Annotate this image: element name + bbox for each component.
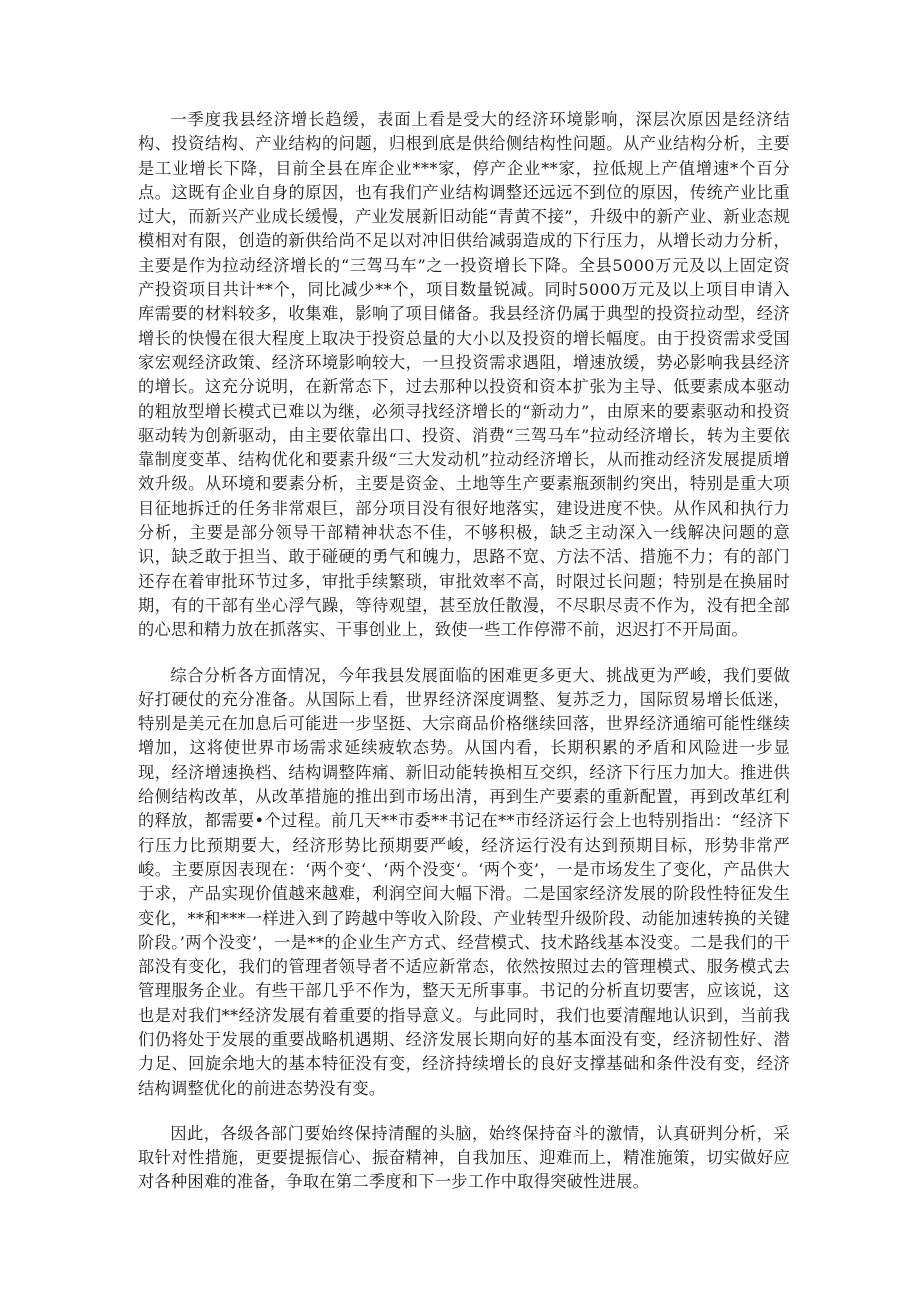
document-body <box>138 108 790 1195</box>
paragraph-1: 一季度我县经济增长趋缓，表面上看是受大的经济环境影响，深层次原因是经济结构、投资结构、产业结构的问题，归根到底是供给侧结构性问题。从产业结构分析，主要是工业增长下降，目前全县在库企业***家，停产企业**家，拉低规上产值增速*个百分点。这既有企业自身的原因，也有我们产业结构调整还远远不到位的原因，传统产业比重过大，而新兴产业成长缓慢，产业发展新旧动能“青黄不接”，升级中的新产业、新业态规模相对有限，创造的新供给尚不足以对冲旧供给减弱造成的下行压力，从增长动力分析，主要是作为拉动经济增长的“三驾马车”之一投资增长下降。全县5000万元及以上固定资产投资项目共计**个，同比减少**个，项目数量锐减。同时5000万元及以上项目申请入库需要的材料较多，收集难，影响了项目储备。我县经济仍属于典型的投资拉动型，经济增长的快慢在很大程度上取决于投资总量的大小以及投资的增长幅度。由于投资需求受国家宏观经济政策、经济环境影响较大，一旦投资需求遇阻，增速放缓，势必影响我县经济的增长。这充分说明，在新常态下，过去那种以投资和资本扩张为主导、低要素成本驱动的粗放型增长模式已难以为继，必须寻找经济增长的“新动力”，由原来的要素驱动和投资驱动转为创新驱动，由主要依靠出口、投资、消费“三驾马车”拉动经济增长，转为主要依靠制度变革、结构优化和要素升级“三大发动机”拉动经济增长，从而推动经济发展提质增效升级。从环境和要素分析，主要是资金、土地等生产要素瓶颈制约突出，特别是重大项目征地拆迁的任务非常艰巨，部分项目没有很好地落实，建设进度不快。从作风和执行力分析，主要是部分领导干部精神状态不佳，不够积极，缺乏主动深入一线解决问题的意识，缺乏敢于担当、敢于碰硬的勇气和魄力，思路不宽、方法不活、措施不力；有的部门还存在着审批环节过多，审批手续繁琐，审批效率不高，时限过长问题；特别是在换届时期，有的干部有坐心浮气躁，等待观望，甚至放任散漫，不尽职尽责不作为，没有把全部的心思和精力放在抓落实、干事创业上，致使一些工作停滞不前，迟迟打不开局面。 <box>138 110 790 640</box>
paragraph-3: 因此，各级各部门要始终保持清醒的头脑，始终保持奋斗的激情，认真研判分析，采取针对性措施，更要提振信心、振奋精神，自我加压、迎难而上，精准施策，切实做好应对各种困难的准备，争取在第二季度和下一步工作中取得突破性进展。 <box>138 1123 790 1192</box>
paragraph-2: 综合分析各方面情况，今年我县发展面临的困难更多更大、挑战更为严峻，我们要做好打硬仗的充分准备。从国际上看，世界经济深度调整、复苏乏力，国际贸易增长低迷，特别是美元在加息后可能进一步坚挺、大宗商品价格继续回落，世界经济通缩可能性继续增加，这将使世界市场需求延续疲软态势。从国内看，长期积累的矛盾和风险进一步显现，经济增速换档、结构调整阵痛、新旧动能转换相互交织，经济下行压力加大。推进供给侧结构改革，从改革措施的推出到市场出清，再到生产要素的重新配置，再到改革红利的释放，都需要•个过程。前几天**市委**书记在**市经济运行会上也特别指出：“经济下行压力比预期要大，经济形势比预期要严峻，经济运行没有达到预期目标，形势非常严峻。主要原因表现在：‘两个变‘、‘两个没变‘。‘两个变’，一是市场发生了变化，产品供大于求，产品实现价值越来越难，利润空间大幅下滑。二是国家经济发展的阶段性特征发生变化，**和***一样进入到了跨越中等收入阶段、产业转型升级阶段、动能加速转换的关键阶段。’两个没变’，一是**的企业生产方式、经营模式、技术路线基本没变。二是我们的干部没有变化，我们的管理者领导者不适应新常态，依然按照过去的管理模式、服务模式去管理服务企业。有些干部几乎不作为，整天无所事事。书记的分析直切要害，应该说，这也是对我们**经济发展有着重要的指导意义。与此同时，我们也要清醒地认识到，当前我们仍将处于发展的重要战略机遇期、经济发展长期向好的基本面没有变，经济韧性好、潜力足、回旋余地大的基本特征没有变，经济持续增长的良好支撑基础和条件没有变，经济结构调整优化的前进态势没有变。 <box>138 665 791 1098</box>
